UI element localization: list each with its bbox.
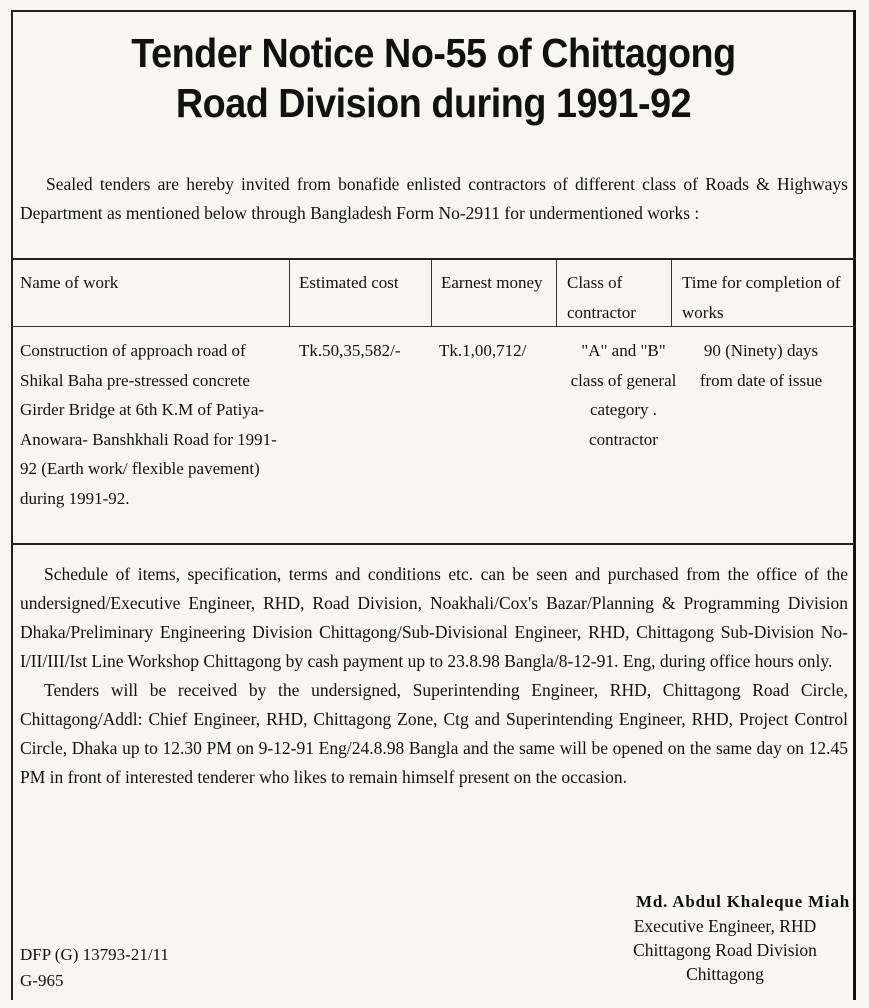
header-class-of-contractor: Class of contractor [567,273,636,322]
schedule-paragraph: Schedule of items, specification, terms and conditions etc. can be seen and purchased from the office of the undersigned/Executive Engineer, RHD, Road Division, Noakhali/Cox's Bazar/Planning & Programming Division Dhaka/Preliminary Engineering Division Chittagong/Sub-Divisional Engineer, RHD, Chittagong Sub-Division No-I/II/III/Ist Line Workshop Chittagong by cash payment up to 23.8.98 Bangla/8-12-91. Eng, during office hours only. [20,564,848,671]
table-divider [556,260,557,326]
title-line-2: Road Division during 1991-92 [175,80,692,126]
signature-block [560,890,850,986]
cell-estimated-cost: Tk.50,35,582/- [299,341,401,360]
g-reference: G-965 [20,971,64,990]
header-name-of-work: Name of work [20,273,119,292]
cell-class-of-contractor: "A" and "B" class of general category . contractor [570,341,677,449]
table-divider [671,260,672,326]
title-line-1: Tender Notice No-55 of Chittagong [131,30,736,76]
table-divider [289,260,290,326]
dfp-reference: DFP (G) 13793-21/11 [20,945,169,964]
header-time-for-completion: Time for completion of works [682,273,841,322]
conditions-section [20,560,848,792]
cell-time-for-completion: 90 (Ninety) days from date of issue [699,341,823,390]
notice-title [45,28,822,128]
table-divider [431,260,432,326]
signatory-name: Md. Abdul Khaleque Miah [636,892,850,911]
header-earnest-money: Earnest money [441,273,543,292]
intro-paragraph: Sealed tenders are hereby invited from bonafide enlisted contractors of different class of Roads & Highways Department as mentioned below through Bangladesh Form No-2911 for undermentioned works : [20,174,848,223]
signatory-division: Chittagong Road Division [633,940,817,960]
tender-paragraph: Tenders will be received by the undersigned, Superintending Engineer, RHD, Chittagong Road Circle, Chittagong/Addl: Chief Engineer, RHD, Chittagong Zone, Ctg and Superintending Engineer, RHD, Project Control Circle, Dhaka up to 12.30 PM on 9-12-91 Eng/24.8.98 Bangla and the same will be opened on the same day on 12.45 PM in front of interested tenderer who likes to remain himself present on the occasion. [20,680,848,787]
signatory-designation: Executive Engineer, RHD [633,916,817,936]
cell-earnest-money: Tk.1,00,712/ [439,341,527,360]
cell-name-of-work: Construction of approach road of Shikal Baha pre-stressed concrete Girder Bridge at 6th K.M of Patiya- Anowara- Banshkhali Road for 1991-92 (Earth work/ flexible pavement) during 1991-92. [20,341,277,508]
header-estimated-cost: Estimated cost [299,273,399,292]
reference-numbers [20,942,169,994]
signatory-place: Chittagong [686,964,764,984]
works-table [11,258,856,545]
